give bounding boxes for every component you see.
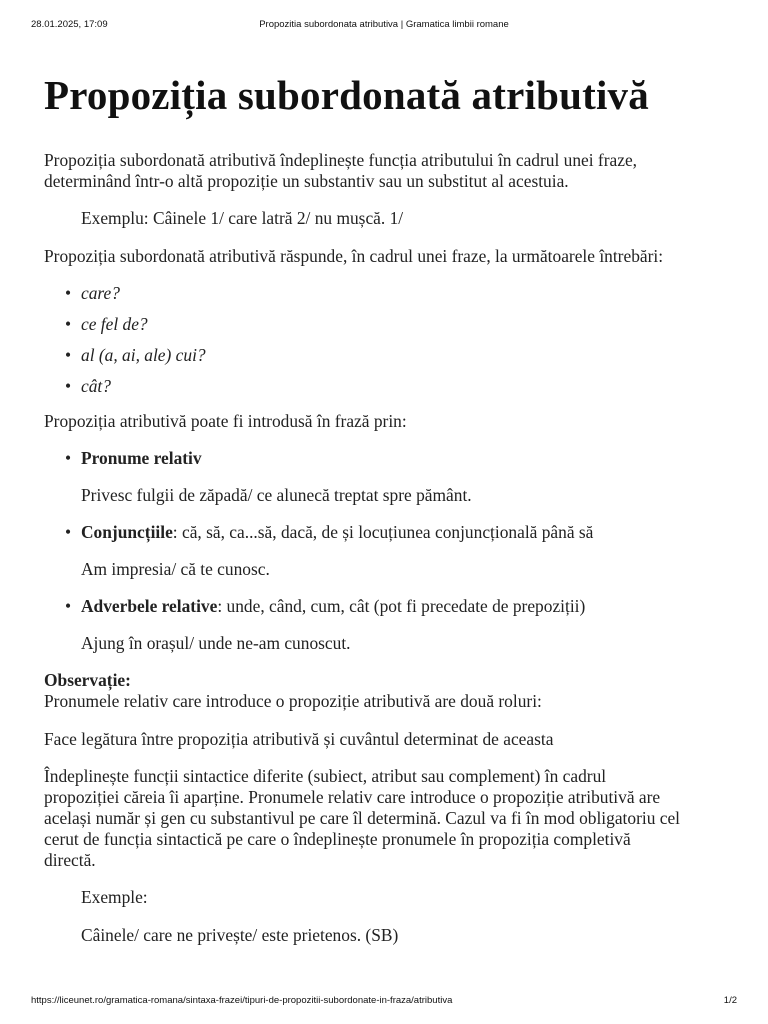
bullet-icon: • xyxy=(65,448,72,468)
question-text: ce fel de? xyxy=(81,314,148,334)
question-text: care? xyxy=(81,283,120,303)
role-2-line: propoziției căreia îi aparține. Pronumele relativ care introduce o propoziție atributivă are xyxy=(44,787,661,807)
observation-title: Observație: xyxy=(44,670,131,690)
section-example: Privesc fulgii de zăpadă/ ce alunecă treptat spre pământ. xyxy=(81,485,472,505)
question-text: cât? xyxy=(81,376,111,396)
print-page-title: Propozitia subordonata atributiva | Gramatica limbii romane xyxy=(259,19,509,30)
print-header xyxy=(31,19,737,33)
bullet-icon: • xyxy=(65,596,72,616)
section-item-adverbe xyxy=(44,596,734,617)
observation-text: Pronumele relativ care introduce o propoziție atributivă are două roluri: xyxy=(44,691,542,711)
role-2-line: directă. xyxy=(44,850,96,870)
bullet-icon: • xyxy=(65,376,72,396)
example-sentence: Exemplu: Câinele 1/ care latră 2/ nu mușcă. 1/ xyxy=(81,208,404,228)
section-label: Pronume relativ xyxy=(81,448,202,468)
role-2-line: Îndeplinește funcții sintactice diferite (subiect, atribut sau complement) în cadrul xyxy=(44,766,607,786)
section-text: : că, să, ca...să, dacă, de și locuțiunea conjuncțională până să xyxy=(172,522,594,542)
examples-label: Exemple: xyxy=(81,887,148,907)
bullet-icon: • xyxy=(65,283,72,303)
section-example: Am impresia/ că te cunosc. xyxy=(81,559,270,579)
list-item xyxy=(44,345,734,366)
list-item xyxy=(44,283,734,304)
bullet-icon: • xyxy=(65,522,72,542)
introduced-by-text: Propoziția atributivă poate fi introdusă în frază prin: xyxy=(44,411,407,431)
role-2-text xyxy=(44,766,734,871)
role-1-text: Face legătura între propoziția atributivă și cuvântul determinat de aceasta xyxy=(44,729,554,749)
role-2-line: același număr și gen cu substantivul pe care îl determină. Cazul va fi în mod obligatoriu cel xyxy=(44,808,681,828)
questions-list xyxy=(44,283,734,397)
intro-line: Propoziția subordonată atributivă îndeplinește funcția atributului în cadrul unei fraze, xyxy=(44,150,638,170)
section-item-pronume xyxy=(44,448,734,469)
observation-block xyxy=(44,670,734,712)
bullet-icon: • xyxy=(65,314,72,334)
bullet-icon: • xyxy=(65,345,72,365)
list-item xyxy=(44,314,734,335)
article xyxy=(44,68,734,946)
list-item xyxy=(44,376,734,397)
page-title: Propoziția subordonată atributivă xyxy=(44,72,649,118)
intro-paragraph xyxy=(44,150,734,192)
section-example: Ajung în orașul/ unde ne-am cunoscut. xyxy=(81,633,351,653)
section-item-conjunctii xyxy=(44,522,734,543)
page-number: 1/2 xyxy=(723,995,737,1006)
section-label: Conjuncțiile xyxy=(81,522,173,542)
page-url: https://liceunet.ro/gramatica-romana/sintaxa-frazei/tipuri-de-propozitii-subordonate-in-fraza/atributiva xyxy=(31,995,453,1006)
example-sentence: Câinele/ care ne privește/ este prietenos. (SB) xyxy=(81,925,399,945)
section-text: : unde, când, cum, cât (pot fi precedate de prepoziții) xyxy=(217,596,586,616)
print-footer xyxy=(31,995,737,1009)
section-label: Adverbele relative xyxy=(81,596,218,616)
questions-intro: Propoziția subordonată atributivă răspunde, în cadrul unei fraze, la următoarele întrebări: xyxy=(44,246,664,266)
question-text: al (a, ai, ale) cui? xyxy=(81,345,206,365)
role-2-line: cerut de funcția sintactică pe care o îndeplinește pronumele în propoziția completivă xyxy=(44,829,631,849)
print-datetime: 28.01.2025, 17:09 xyxy=(31,19,108,30)
intro-line: determinând într-o altă propoziție un substantiv sau un substitut al acestuia. xyxy=(44,171,569,191)
